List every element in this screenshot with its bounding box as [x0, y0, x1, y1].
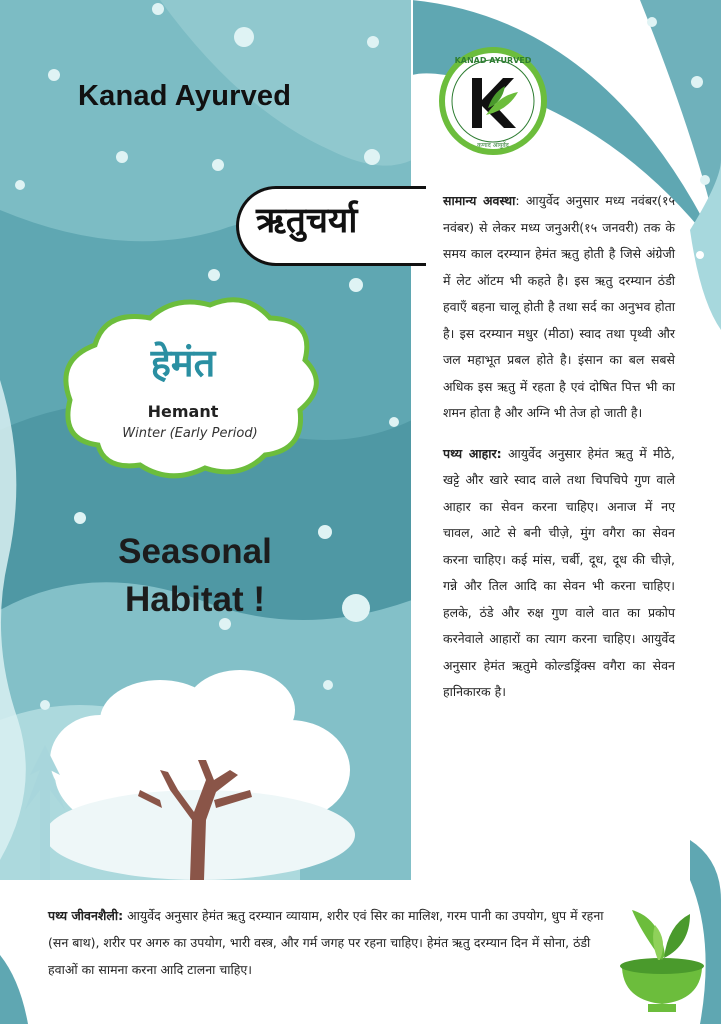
season-subtitle: Winter (Early Period) [122, 426, 258, 441]
lifestyle-label: पथ्य जीवनशैली: [48, 908, 124, 923]
tagline-line-2: Habitat ! [125, 580, 265, 619]
diet-text: आयुर्वेद अनुसार हेमंत ऋतु में मीठे, खट्टे और खारे स्वाद वाले तथा चिपचिपे गुण वाले आहार का सेवन करना चाहिए। अनाज में नए चावल, आटे से बनी चीज़े, मुंग वगैरा का सेवन करना चाहिए। कई मांस, चर्बी, दूध, दूध की चीज़े, गन्ने और तिल आदि का सेवन भी करना चाहिए। हलके, ठंडे और रुक्ष गुण वाले वात का प्रकोप करनेवाले आहारों का त्याग करना चाहिए। आयुर्वेद अनुसार हेमंत ऋतुमे कोल्डड्रिंक्स वगैरा का सेवन हानिकारक है। [443, 445, 675, 699]
lifestyle-section [48, 902, 618, 983]
general-text: : आयुर्वेद अनुसार मध्य नवंबर(१५ नवंबर) से लेकर मध्य जनुअरी(१५ जनवरी) तक के समय काल दरम्यान हेमंत ऋतु होती है जिसे अंग्रेजी में लेट ऑटम भी कहते है। इस ऋतु दरम्यान ठंडी हवाएँ बहना चालू होती है तथा सर्द का अनुभव होता है। इस दरम्यान मधुर (मीठा) स्वाद तथा पृथ्वी और जल महाभूत प्रबल होते है। इंसान का बल सबसे अधिक इस ऋतु में रहता है एवं दोषित पित्त भी का शमन होता है और अग्नि भी तेज हो जाती है। [443, 193, 676, 420]
logo-top-text: KANAD AYURVED [454, 56, 532, 65]
tagline [0, 528, 390, 624]
diet-section [443, 441, 675, 706]
content-column [443, 188, 675, 706]
season-hindi-title: हेमंत [150, 341, 216, 385]
diet-label: पथ्य आहार: [443, 445, 502, 461]
tagline-line-1: Seasonal [118, 532, 272, 571]
logo-bottom-text: कणाद आयुर्वेद [477, 142, 509, 149]
general-label: सामान्य अवस्था [443, 193, 516, 208]
general-section [443, 188, 675, 427]
season-english-name: Hemant [147, 402, 219, 421]
lifestyle-text: आयुर्वेद अनुसार हेमंत ऋतु दरम्यान व्यायाम, शरीर एवं सिर का मालिश, गरम पानी का उपयोग, धुप में रहना (सन बाथ), शरीर पर अगरु का उपयोग, भारी वस्त्र, और गर्म जगह पर रहना चाहिए। हेमंत ऋतु दरम्यान दिन में सोना, ठंडी हवाओं का सामना करना आदि टालना चाहिए। [48, 908, 604, 977]
brand-name: Kanad Ayurved [78, 80, 292, 112]
ritucharya-heading: ऋतुचर्या [256, 201, 358, 241]
logo-emblem [442, 50, 544, 152]
